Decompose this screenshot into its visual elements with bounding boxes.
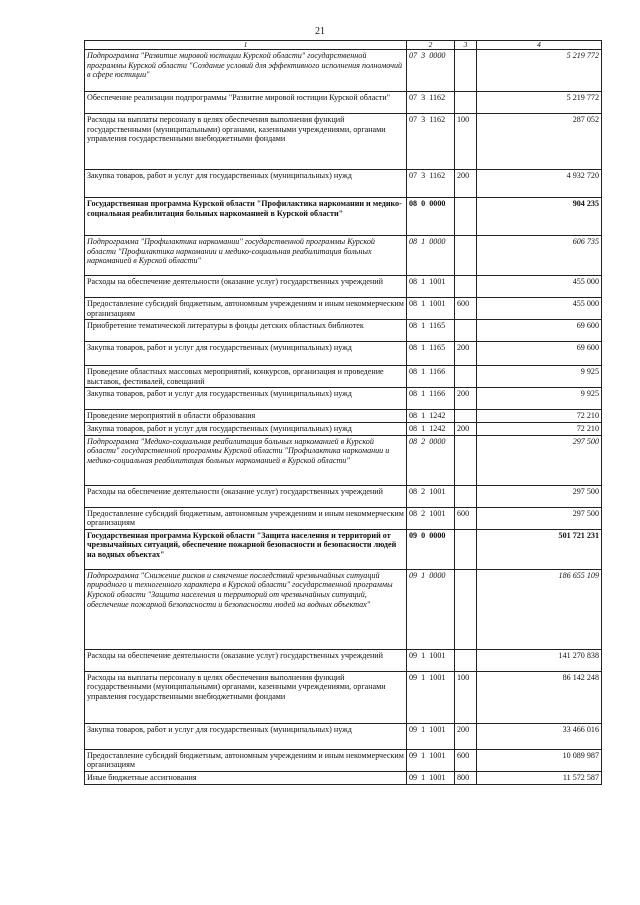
row-name: Государственная программа Курской области "Защита населения и территорий от чрезвычайных ситуаций, обеспечение пожарной безопасности и безопасности людей на водных объектах" — [85, 529, 407, 569]
row-amount: 455 000 — [477, 276, 602, 298]
table-row — [85, 342, 602, 366]
row-expense-type — [455, 569, 477, 649]
row-name: Проведение мероприятий в области образования — [85, 410, 407, 423]
row-amount: 141 270 838 — [477, 649, 602, 671]
row-code: 08 1 0000 — [407, 236, 455, 276]
row-amount: 72 210 — [477, 410, 602, 423]
table-row — [85, 422, 602, 435]
row-expense-type — [455, 366, 477, 388]
row-name: Подпрограмма "Медико-социальная реабилитация больных наркоманией в Курской области" государственной программы Курской области "Профилактика наркомании и медико-социальная реабилитация больных наркоманией в Курской области" — [85, 435, 407, 485]
row-code: 09 1 1001 — [407, 749, 455, 771]
row-amount: 501 721 231 — [477, 529, 602, 569]
row-name: Проведение областных массовых мероприятий, конкурсов, организация и проведение выставок, фестивалей, совещаний — [85, 366, 407, 388]
row-code: 08 1 1242 — [407, 422, 455, 435]
row-amount: 72 210 — [477, 422, 602, 435]
row-expense-type — [455, 320, 477, 342]
row-amount: 11 572 587 — [477, 771, 602, 784]
table-row — [85, 671, 602, 723]
row-expense-type — [455, 198, 477, 236]
row-name: Закупка товаров, работ и услуг для государственных (муниципальных) нужд — [85, 170, 407, 198]
row-code: 08 1 1001 — [407, 276, 455, 298]
row-expense-type: 800 — [455, 771, 477, 784]
row-expense-type: 100 — [455, 671, 477, 723]
row-expense-type: 200 — [455, 723, 477, 749]
row-expense-type — [455, 92, 477, 114]
row-expense-type: 200 — [455, 170, 477, 198]
row-expense-type: 600 — [455, 749, 477, 771]
row-name: Расходы на выплаты персоналу в целях обеспечения выполнения функций государственными (муниципальными) органами, казенными учреждениями, органами управления государственными внебюджетными фондами — [85, 114, 407, 170]
row-code: 08 0 0000 — [407, 198, 455, 236]
row-name: Подпрограмма "Снижение рисков и смягчение последствий чрезвычайных ситуаций природного и техногенного характера в Курской области" государственной программы Курской области "Защита населения и территорий от чрезвычайных ситуаций, обеспечение пожарной безопасности и безопасности людей на водных объектах" — [85, 569, 407, 649]
row-amount: 5 219 772 — [477, 50, 602, 92]
table-row — [85, 485, 602, 507]
row-code: 09 1 1001 — [407, 723, 455, 749]
row-expense-type — [455, 649, 477, 671]
row-name: Закупка товаров, работ и услуг для государственных (муниципальных) нужд — [85, 388, 407, 410]
row-name: Предоставление субсидий бюджетным, автономным учреждениям и иным некоммерческим организациям — [85, 298, 407, 320]
table-row — [85, 749, 602, 771]
row-code: 08 2 1001 — [407, 507, 455, 529]
row-expense-type — [455, 50, 477, 92]
row-code: 09 1 0000 — [407, 569, 455, 649]
row-name: Закупка товаров, работ и услуг для государственных (муниципальных) нужд — [85, 342, 407, 366]
row-amount: 9 925 — [477, 366, 602, 388]
row-code: 09 1 1001 — [407, 771, 455, 784]
row-expense-type: 200 — [455, 388, 477, 410]
row-expense-type — [455, 435, 477, 485]
table-row — [85, 50, 602, 92]
header-col-4: 4 — [477, 41, 602, 50]
row-expense-type: 200 — [455, 342, 477, 366]
page-number: 21 — [315, 26, 325, 37]
row-amount: 9 925 — [477, 388, 602, 410]
row-amount: 287 052 — [477, 114, 602, 170]
row-expense-type — [455, 529, 477, 569]
table-body — [85, 50, 602, 785]
row-amount: 455 000 — [477, 298, 602, 320]
row-name: Обеспечение реализации подпрограммы "Развитие мировой юстиции Курской области" — [85, 92, 407, 114]
row-name: Приобретение тематической литературы в фонды детских областных библиотек — [85, 320, 407, 342]
row-code: 07 3 0000 — [407, 50, 455, 92]
row-amount: 904 235 — [477, 198, 602, 236]
row-name: Расходы на обеспечение деятельности (оказание услуг) государственных учреждений — [85, 276, 407, 298]
table-row — [85, 771, 602, 784]
row-code: 08 1 1165 — [407, 342, 455, 366]
row-code: 08 2 0000 — [407, 435, 455, 485]
row-code: 08 1 1165 — [407, 320, 455, 342]
table-row — [85, 410, 602, 423]
row-code: 08 1 1166 — [407, 366, 455, 388]
header-col-3: 3 — [455, 41, 477, 50]
row-amount: 606 735 — [477, 236, 602, 276]
row-amount: 4 932 720 — [477, 170, 602, 198]
header-col-1: 1 — [85, 41, 407, 50]
table-row — [85, 298, 602, 320]
table-row — [85, 723, 602, 749]
budget-table — [84, 40, 602, 785]
row-name: Иные бюджетные ассигнования — [85, 771, 407, 784]
row-amount: 69 600 — [477, 342, 602, 366]
row-code: 07 3 1162 — [407, 170, 455, 198]
table-row — [85, 366, 602, 388]
row-name: Расходы на обеспечение деятельности (оказание услуг) государственных учреждений — [85, 649, 407, 671]
row-amount: 297 500 — [477, 507, 602, 529]
row-code: 09 1 1001 — [407, 671, 455, 723]
row-code: 08 1 1166 — [407, 388, 455, 410]
table-row — [85, 529, 602, 569]
row-name: Подпрограмма "Развитие мировой юстиции Курской области" государственной программы Курской области "Создание условий для эффективного исполнения полномочий в сфере юстиции" — [85, 50, 407, 92]
row-code: 09 0 0000 — [407, 529, 455, 569]
row-amount: 5 219 772 — [477, 92, 602, 114]
row-expense-type: 200 — [455, 422, 477, 435]
row-name: Предоставление субсидий бюджетным, автономным учреждениям и иным некоммерческим организациям — [85, 749, 407, 771]
row-amount: 33 466 016 — [477, 723, 602, 749]
table-row — [85, 236, 602, 276]
table-row — [85, 569, 602, 649]
header-col-2: 2 — [407, 41, 455, 50]
row-expense-type: 600 — [455, 507, 477, 529]
row-name: Подпрограмма "Профилактика наркомании" государственной программы Курской области "Профилактика наркомании и медико-социальная реабилитация больных наркоманией в Курской области" — [85, 236, 407, 276]
row-name: Закупка товаров, работ и услуг для государственных (муниципальных) нужд — [85, 422, 407, 435]
row-code: 08 2 1001 — [407, 485, 455, 507]
row-code: 08 1 1001 — [407, 298, 455, 320]
table-row — [85, 320, 602, 342]
row-amount: 86 142 248 — [477, 671, 602, 723]
row-name: Расходы на обеспечение деятельности (оказание услуг) государственных учреждений — [85, 485, 407, 507]
table-row — [85, 507, 602, 529]
row-code: 07 3 1162 — [407, 92, 455, 114]
table-row — [85, 435, 602, 485]
row-expense-type — [455, 485, 477, 507]
row-expense-type — [455, 236, 477, 276]
row-amount: 186 655 109 — [477, 569, 602, 649]
row-amount: 297 500 — [477, 485, 602, 507]
row-amount: 297 500 — [477, 435, 602, 485]
table-row — [85, 114, 602, 170]
row-name: Государственная программа Курской области "Профилактика наркомании и медико-социальная реабилитация больных наркоманией в Курской области" — [85, 198, 407, 236]
table-row — [85, 276, 602, 298]
table-row — [85, 388, 602, 410]
row-name: Закупка товаров, работ и услуг для государственных (муниципальных) нужд — [85, 723, 407, 749]
row-name: Предоставление субсидий бюджетным, автономным учреждениям и иным некоммерческим организациям — [85, 507, 407, 529]
table-row — [85, 198, 602, 236]
table-row — [85, 170, 602, 198]
row-expense-type: 100 — [455, 114, 477, 170]
row-expense-type — [455, 410, 477, 423]
row-amount: 10 089 987 — [477, 749, 602, 771]
row-expense-type — [455, 276, 477, 298]
table-header-row — [85, 41, 602, 50]
row-name: Расходы на выплаты персоналу в целях обеспечения выполнения функций государственными (муниципальными) органами, казенными учреждениями, органами управления государственными внебюджетными фондами — [85, 671, 407, 723]
table-row — [85, 649, 602, 671]
row-expense-type: 600 — [455, 298, 477, 320]
row-amount: 69 600 — [477, 320, 602, 342]
row-code: 07 3 1162 — [407, 114, 455, 170]
row-code: 08 1 1242 — [407, 410, 455, 423]
table-row — [85, 92, 602, 114]
row-code: 09 1 1001 — [407, 649, 455, 671]
